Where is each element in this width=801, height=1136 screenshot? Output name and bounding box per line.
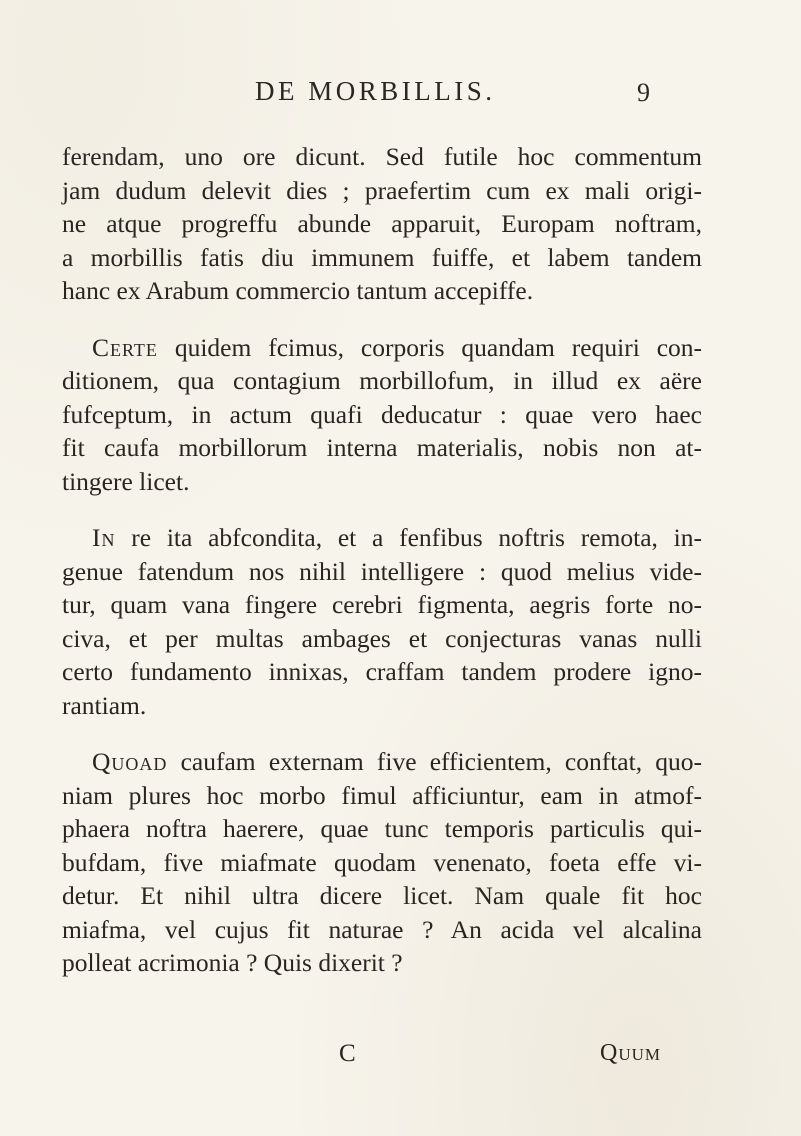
text-line: rantiam. xyxy=(62,690,147,720)
paragraph-1 xyxy=(62,140,702,308)
text-line: tur, quam vana fingere cerebri figmenta, aegris forte no- xyxy=(62,590,702,619)
text-line: polleat acrimonia ? Quis dixerit ? xyxy=(62,948,403,977)
body-text xyxy=(62,140,702,980)
line-text: caufam externam five efficientem, conftat, quo- xyxy=(167,747,702,776)
text-line xyxy=(62,331,702,365)
running-title: DE MORBILLIS. xyxy=(255,76,496,106)
text-line: hanc ex Arabum commercio tantum accepiffe. xyxy=(62,276,534,305)
paragraph-3 xyxy=(62,521,702,722)
paragraph-2 xyxy=(62,331,702,499)
text-line: a morbillis fatis diu immunem fuiffe, et labem tandem xyxy=(62,242,702,272)
signature-mark: C xyxy=(339,1040,356,1067)
page-header xyxy=(0,76,801,116)
text-line: fit caufa morbillorum interna materialis, nobis non at- xyxy=(62,433,702,462)
text-line: niam plures hoc morbo fimul afficiuntur, eam in atmof- xyxy=(62,780,702,810)
text-line: certo fundamento innixas, craffam tandem prodere igno- xyxy=(62,657,702,686)
text-line: phaera noftra haerere, quae tunc temporis particulis qui- xyxy=(62,814,702,843)
text-line: tingere licet. xyxy=(62,466,190,496)
catchword: Quum xyxy=(600,1040,662,1066)
text-line: ne atque progreffu abunde apparuit, Europam noftram, xyxy=(62,209,702,238)
text-line: ditionem, qua contagium morbillofum, in illud ex aëre xyxy=(62,366,702,395)
text-line: civa, et per multas ambages et conjecturas vanas nulli xyxy=(62,623,702,653)
page-number: 9 xyxy=(637,78,650,107)
paragraph-lead-word: Certe xyxy=(92,332,158,362)
text-line: detur. Et nihil ultra dicere licet. Nam quale fit hoc xyxy=(62,881,702,910)
paragraph-lead-word: In xyxy=(92,523,116,552)
text-line: jam dudum delevit dies ; praefertim cum ex mali origi- xyxy=(62,175,702,205)
text-line xyxy=(62,521,702,555)
text-line: bufdam, five miafmate quodam venenato, foeta effe vi- xyxy=(62,847,702,877)
text-line: genue fatendum nos nihil intelligere : quod melius vide- xyxy=(62,556,702,586)
paragraph-4 xyxy=(62,745,702,980)
text-line: fufceptum, in actum quafi deducatur : quae vero haec xyxy=(62,399,702,429)
text-line xyxy=(62,745,702,779)
page-footer xyxy=(0,1040,801,1080)
text-line: miafma, vel cujus fit naturae ? An acida vel alcalina xyxy=(62,914,702,944)
paragraph-lead-word: Quoad xyxy=(92,747,168,776)
line-text: quidem fcimus, corporis quandam requiri con- xyxy=(157,332,702,362)
text-line: ferendam, uno ore dicunt. Sed futile hoc commentum xyxy=(62,142,702,171)
line-text: re ita abfcondita, et a fenfibus noftris remota, in- xyxy=(115,523,702,552)
